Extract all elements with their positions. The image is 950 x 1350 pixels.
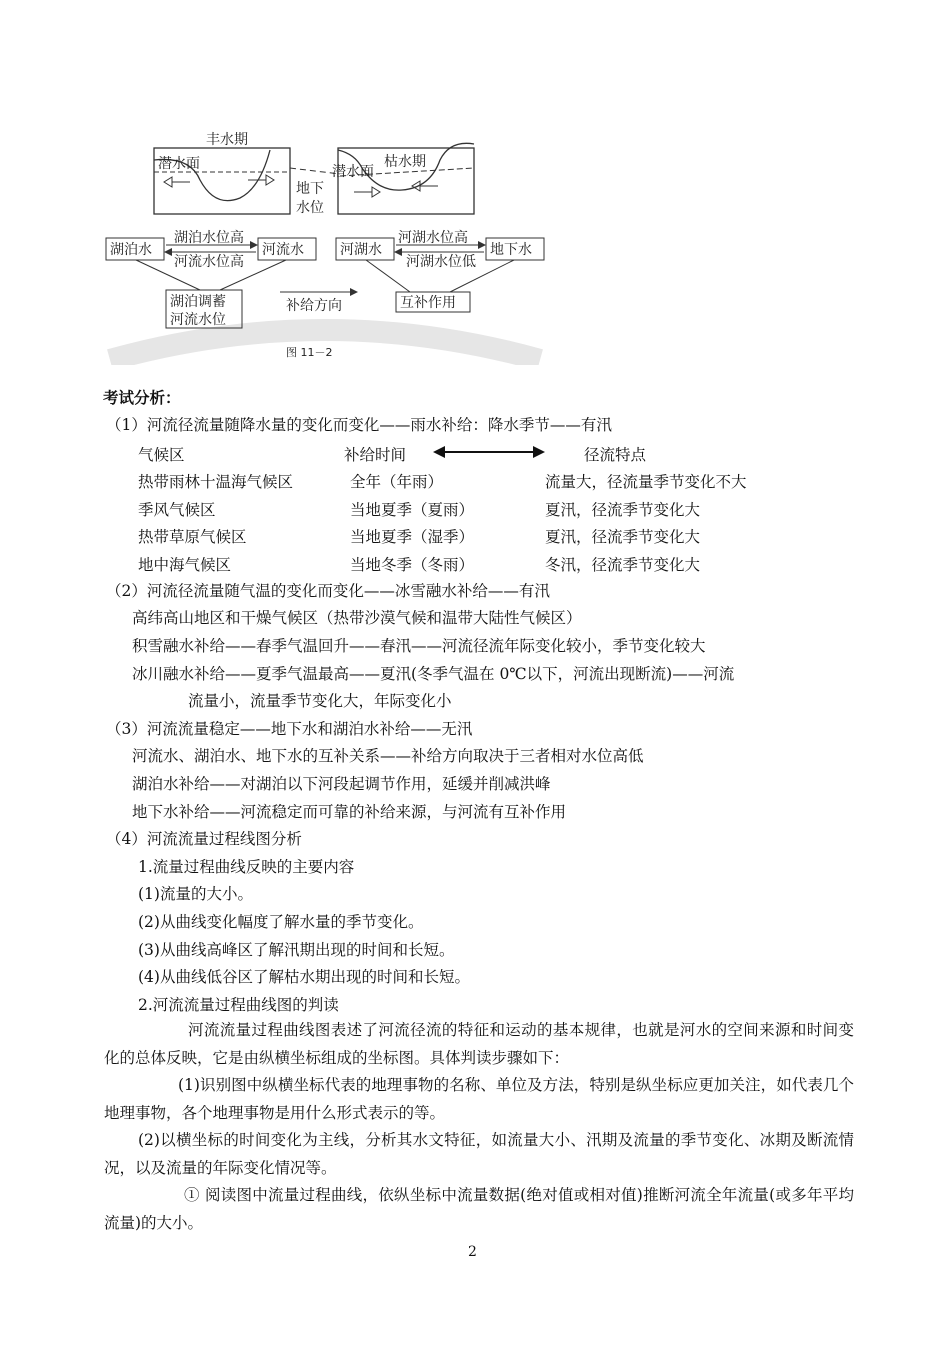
section-3-title: （3）河流流量稳定——地下水和湖泊水补给——无汛 [106,720,473,738]
complement-label: 互补作用 [400,295,456,311]
paragraph-1: 河流流量过程曲线图表述了河流径流的特征和运动的基本规律，也就是河水的空间来源和时间变化的总体反映，它是由纵横坐标组成的坐标图。具体判读步骤如下： [104,1021,854,1067]
high-water-title: 丰水期 [206,132,248,148]
section-4-line-2: (1)流量的大小。 [138,885,253,903]
lake-regulation-label-1: 湖泊调蓄 [170,294,226,310]
section-3-line-1: 河流水、湖泊水、地下水的互补关系——补给方向取决于三者相对水位高低 [132,747,644,765]
lake-regulation-label-2: 河流水位 [170,312,226,328]
paragraph-3: (2)以横坐标的时间变化为主线，分析其水文特征，如流量大小、汛期及流量的季节变化、冰期及断流情况，以及流量的年际变化情况等。 [104,1131,854,1177]
lake-water-label: 湖泊水 [110,242,152,258]
section-2-line-2: 积雪融水补给——春季气温回升——春汛——河流径流年际变化较小，季节变化较大 [132,637,706,655]
high-water-surface-label: 潜水面 [158,156,200,172]
section-4-line-5: (4)从曲线低谷区了解枯水期出现的时间和长短。 [138,968,470,986]
row-4-time: 当地冬季（冬雨） [350,556,475,574]
river-lake-water-label: 河湖水 [340,242,382,258]
paragraph-2: (1)识别图中纵横坐标代表的地理事物的名称、单位及方法，特别是纵坐标应更加关注，如代表几个地理事物，各个地理事物是用什么形式表示的等。 [104,1076,854,1122]
col-header-flow: 径流特点 [584,446,647,464]
low-water-surface-label: 潜水面 [332,164,374,180]
col-header-climate: 气候区 [138,446,185,464]
groundwater-label-2: 水位 [296,200,324,216]
section-2-line-1: 高纬高山地区和干燥气候区（热带沙漠气候和温带大陆性气候区） [132,609,582,627]
section-4-line-3: (2)从曲线变化幅度了解水量的季节变化。 [138,913,424,931]
section-4-line-1: 1.流量过程曲线反映的主要内容 [138,858,355,876]
section-4-line-6: 2.河流流量过程曲线图的判读 [138,996,339,1014]
river-lake-low-label: 河湖水位低 [406,254,476,270]
section-1-title: （1）河流径流量随降水量的变化而变化——雨水补给：降水季节——有汛 [106,416,612,434]
row-3-climate: 热带草原气候区 [138,528,247,546]
figure-11-2 [100,120,550,365]
river-lake-high-label: 河湖水位高 [398,230,468,246]
row-4-flow: 冬汛，径流季节变化大 [545,556,701,574]
section-4-line-4: (3)从曲线高峰区了解汛期出现的时间和长短。 [138,941,455,959]
section-2-line-4: 流量小，流量季节变化大，年际变化小 [188,692,452,710]
analysis-heading: 考试分析： [103,388,181,407]
row-4-climate: 地中海气候区 [138,556,232,574]
paragraph-4: ① 阅读图中流量过程曲线，依纵坐标中流量数据(绝对值或相对值)推断河流全年流量(或多年平均流量)的大小。 [104,1186,854,1232]
section-3-line-2: 湖泊水补给——对湖泊以下河段起调节作用，延缓并削减洪峰 [132,775,551,793]
row-2-time: 当地夏季（夏雨） [350,501,475,519]
section-2-line-3: 冰川融水补给——夏季气温最高——夏汛(冬季气温在 0℃以下，河流出现断流)——河流 [132,665,735,683]
row-1-time: 全年（年雨） [350,473,444,491]
row-3-flow: 夏汛，径流季节变化大 [545,528,701,546]
row-3-time: 当地夏季（湿季） [350,528,475,546]
water-supply-diagram [100,120,550,365]
section-2-title: （2）河流径流量随气温的变化而变化——冰雪融水补给——有汛 [106,582,550,600]
supply-direction-label: 补给方向 [286,298,342,314]
row-2-flow: 夏汛，径流季节变化大 [545,501,701,519]
figure-caption: 图 11－2 [286,346,333,359]
groundwater-box-label: 地下水 [490,242,532,258]
river-water-label: 河流水 [262,242,304,258]
lake-level-high-label: 湖泊水位高 [174,230,244,246]
groundwater-label-1: 地下 [296,181,324,197]
double-arrow-icon [433,445,545,459]
section-3-line-3: 地下水补给——河流稳定而可靠的补给来源，与河流有互补作用 [132,803,567,821]
low-water-title: 枯水期 [384,154,426,170]
section-4-title: （4）河流流量过程线图分析 [106,830,302,848]
river-level-high-label: 河流水位高 [174,254,244,270]
row-1-flow: 流量大，径流量季节变化不大 [545,473,747,491]
page-number: 2 [468,1244,477,1260]
col-header-time: 补给时间 [344,446,407,464]
row-2-climate: 季风气候区 [138,501,216,519]
row-1-climate: 热带雨林十温海气候区 [138,473,294,491]
